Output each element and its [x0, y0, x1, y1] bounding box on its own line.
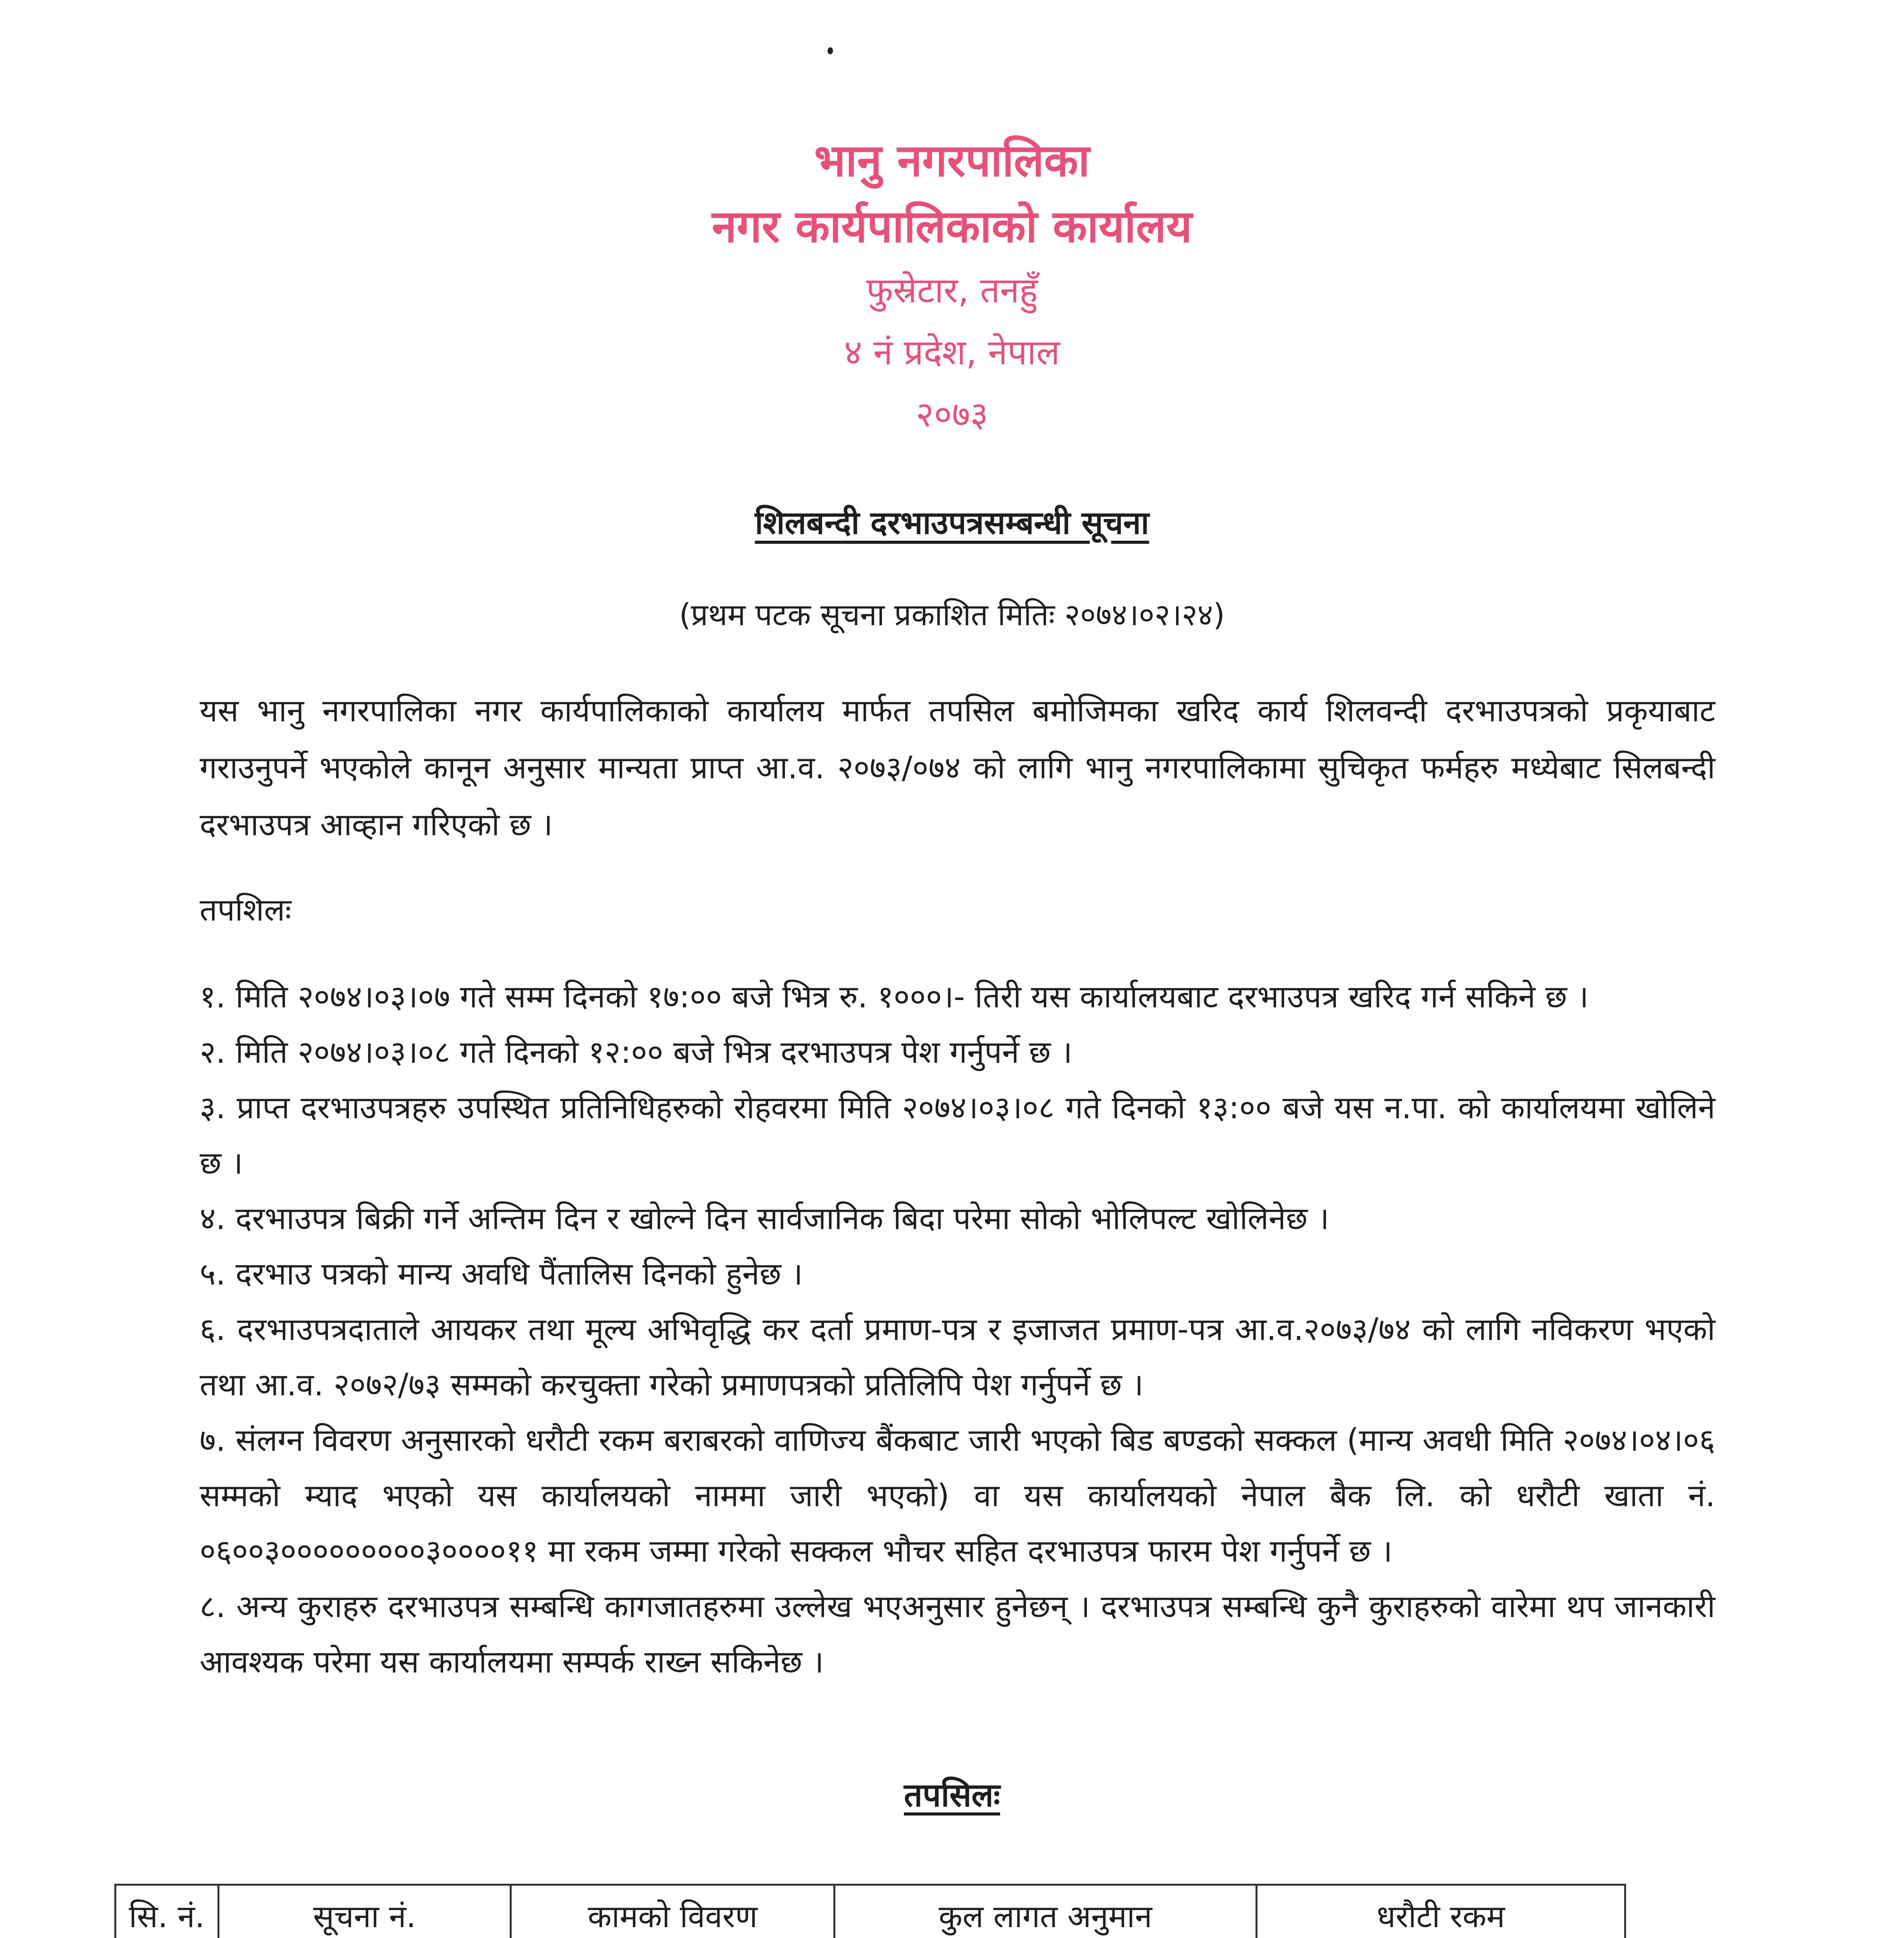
- table-header-row: [116, 1885, 1625, 1938]
- notice-title-text: शिलबन्दी दरभाउपत्रसम्बन्धी सूचना: [755, 505, 1149, 541]
- list-item: २. मिति २०७४।०३।०८ गते दिनको १२:०० बजे भित्र दरभाउपत्र पेश गर्नुपर्ने छ ।: [200, 1034, 1073, 1070]
- table-heading: [0, 1771, 1904, 1816]
- list-item: १. मिति २०७४।०३।०७ गते सम्म दिनको १७:०० बजे भित्र रु. १०००।- तिरी यस कार्यालयबाट दरभाउपत्र खरिद गर्न सकिने छ ।: [200, 979, 1589, 1015]
- header-work-desc: कामको विवरण: [511, 1885, 835, 1938]
- office-location: फुस्रेटार, तनहुँ: [866, 270, 1038, 311]
- year: २०७३: [916, 394, 988, 435]
- header-deposit: धरौटी रकम: [1256, 1885, 1625, 1938]
- list-item: ४. दरभाउपत्र बिक्री गर्ने अन्तिम दिन र खोल्ने दिन सार्वजानिक बिदा परेमा सोको भोलिपल्ट खोलिनेछ ।: [200, 1200, 1330, 1236]
- table-heading-text: तपसिलः: [904, 1776, 1000, 1814]
- list-item: ७. संलग्न विवरण अनुसारको धरौटी रकम बराबरको वाणिज्य बैंकबाट जारी भएको बिड बण्डको सक्कल (मान्य अवधी मिति २०७४।०४।०६ सम्मको म्याद भएको यस कार्यालयको नाममा जारी भएको) वा यस कार्यालयको नेपाल बैक लि. को धरौटी खाता नं. ०६००३०००००००००३००००११ मा रकम जम्मा गरेको सक्कल भौचर सहित दरभाउपत्र फारम पेश गर्नुपर्ने छ ।: [200, 1422, 1716, 1569]
- scan-mark: [828, 47, 833, 54]
- details-table: [114, 1884, 1626, 1938]
- header-cost-estimate: [835, 1885, 1257, 1938]
- letterhead: [0, 128, 1904, 446]
- office-name: नगर कार्यपालिकाको कार्यालय: [712, 201, 1192, 253]
- header-notice-no: सूचना नं.: [218, 1885, 511, 1938]
- header-sn: सि. नं.: [116, 1885, 219, 1938]
- list-item: ८. अन्य कुराहरु दरभाउपत्र सम्बन्धि कागजातहरुमा उल्लेख भएअनुसार हुनेछन् । दरभाउपत्र सम्बन्धि कुनै कुराहरुको वारेमा थप जानकारी आवश्यक परेमा यस कार्यालयमा सम्पर्क राख्न सकिनेछ ।: [200, 1588, 1715, 1680]
- list-item: ५. दरभाउ पत्रको मान्य अवधि पैंतालिस दिनको हुनेछ ।: [200, 1256, 803, 1292]
- municipality-name: भानु नगरपालिका: [814, 135, 1090, 187]
- notice-points: [200, 969, 1715, 1690]
- header-cost-estimate-label: कुल लागत अनुमान: [938, 1898, 1152, 1935]
- published-date: (प्रथम पटक सूचना प्रकाशित मितिः २०७४।०२।२४): [679, 598, 1225, 633]
- province: ४ नं प्रदेश, नेपाल: [844, 332, 1060, 373]
- list-item: ६. दरभाउपत्रदाताले आयकर तथा मूल्य अभिवृद्धि कर दर्ता प्रमाण-पत्र र इजाजत प्रमाण-पत्र आ.व.२०७३/७४ को लागि नविकरण भएको तथा आ.व. २०७२/७३ सम्मको करचुक्ता गरेको प्रमाणपत्रको प्रतिलिपि पेश गर्नुपर्ने छ ।: [200, 1311, 1715, 1403]
- notice-title: [0, 500, 1904, 543]
- intro-paragraph: यस भानु नगरपालिका नगर कार्यपालिकाको कार्यालय मार्फत तपसिल बमोजिमका खरिद कार्य शिलवन्दी दरभाउपत्रको प्रकृयाबाट गराउनुपर्ने भएकोले कानून अनुसार मान्यता प्राप्त आ.व. २०७३/०७४ को लागि भानु नगरपालिकामा सुचिकृत फर्महरु मध्येबाट सिलबन्दी दरभाउपत्र आव्हान गरिएको छ ।: [200, 693, 1715, 843]
- details-heading: तपशिलः: [200, 892, 291, 928]
- list-item: ३. प्राप्त दरभाउपत्रहरु उपस्थित प्रतिनिधिहरुको रोहवरमा मिति २०७४।०३।०८ गते दिनको १३:०० बजे यस न.पा. को कार्यालयमा खोलिने छ ।: [200, 1090, 1715, 1181]
